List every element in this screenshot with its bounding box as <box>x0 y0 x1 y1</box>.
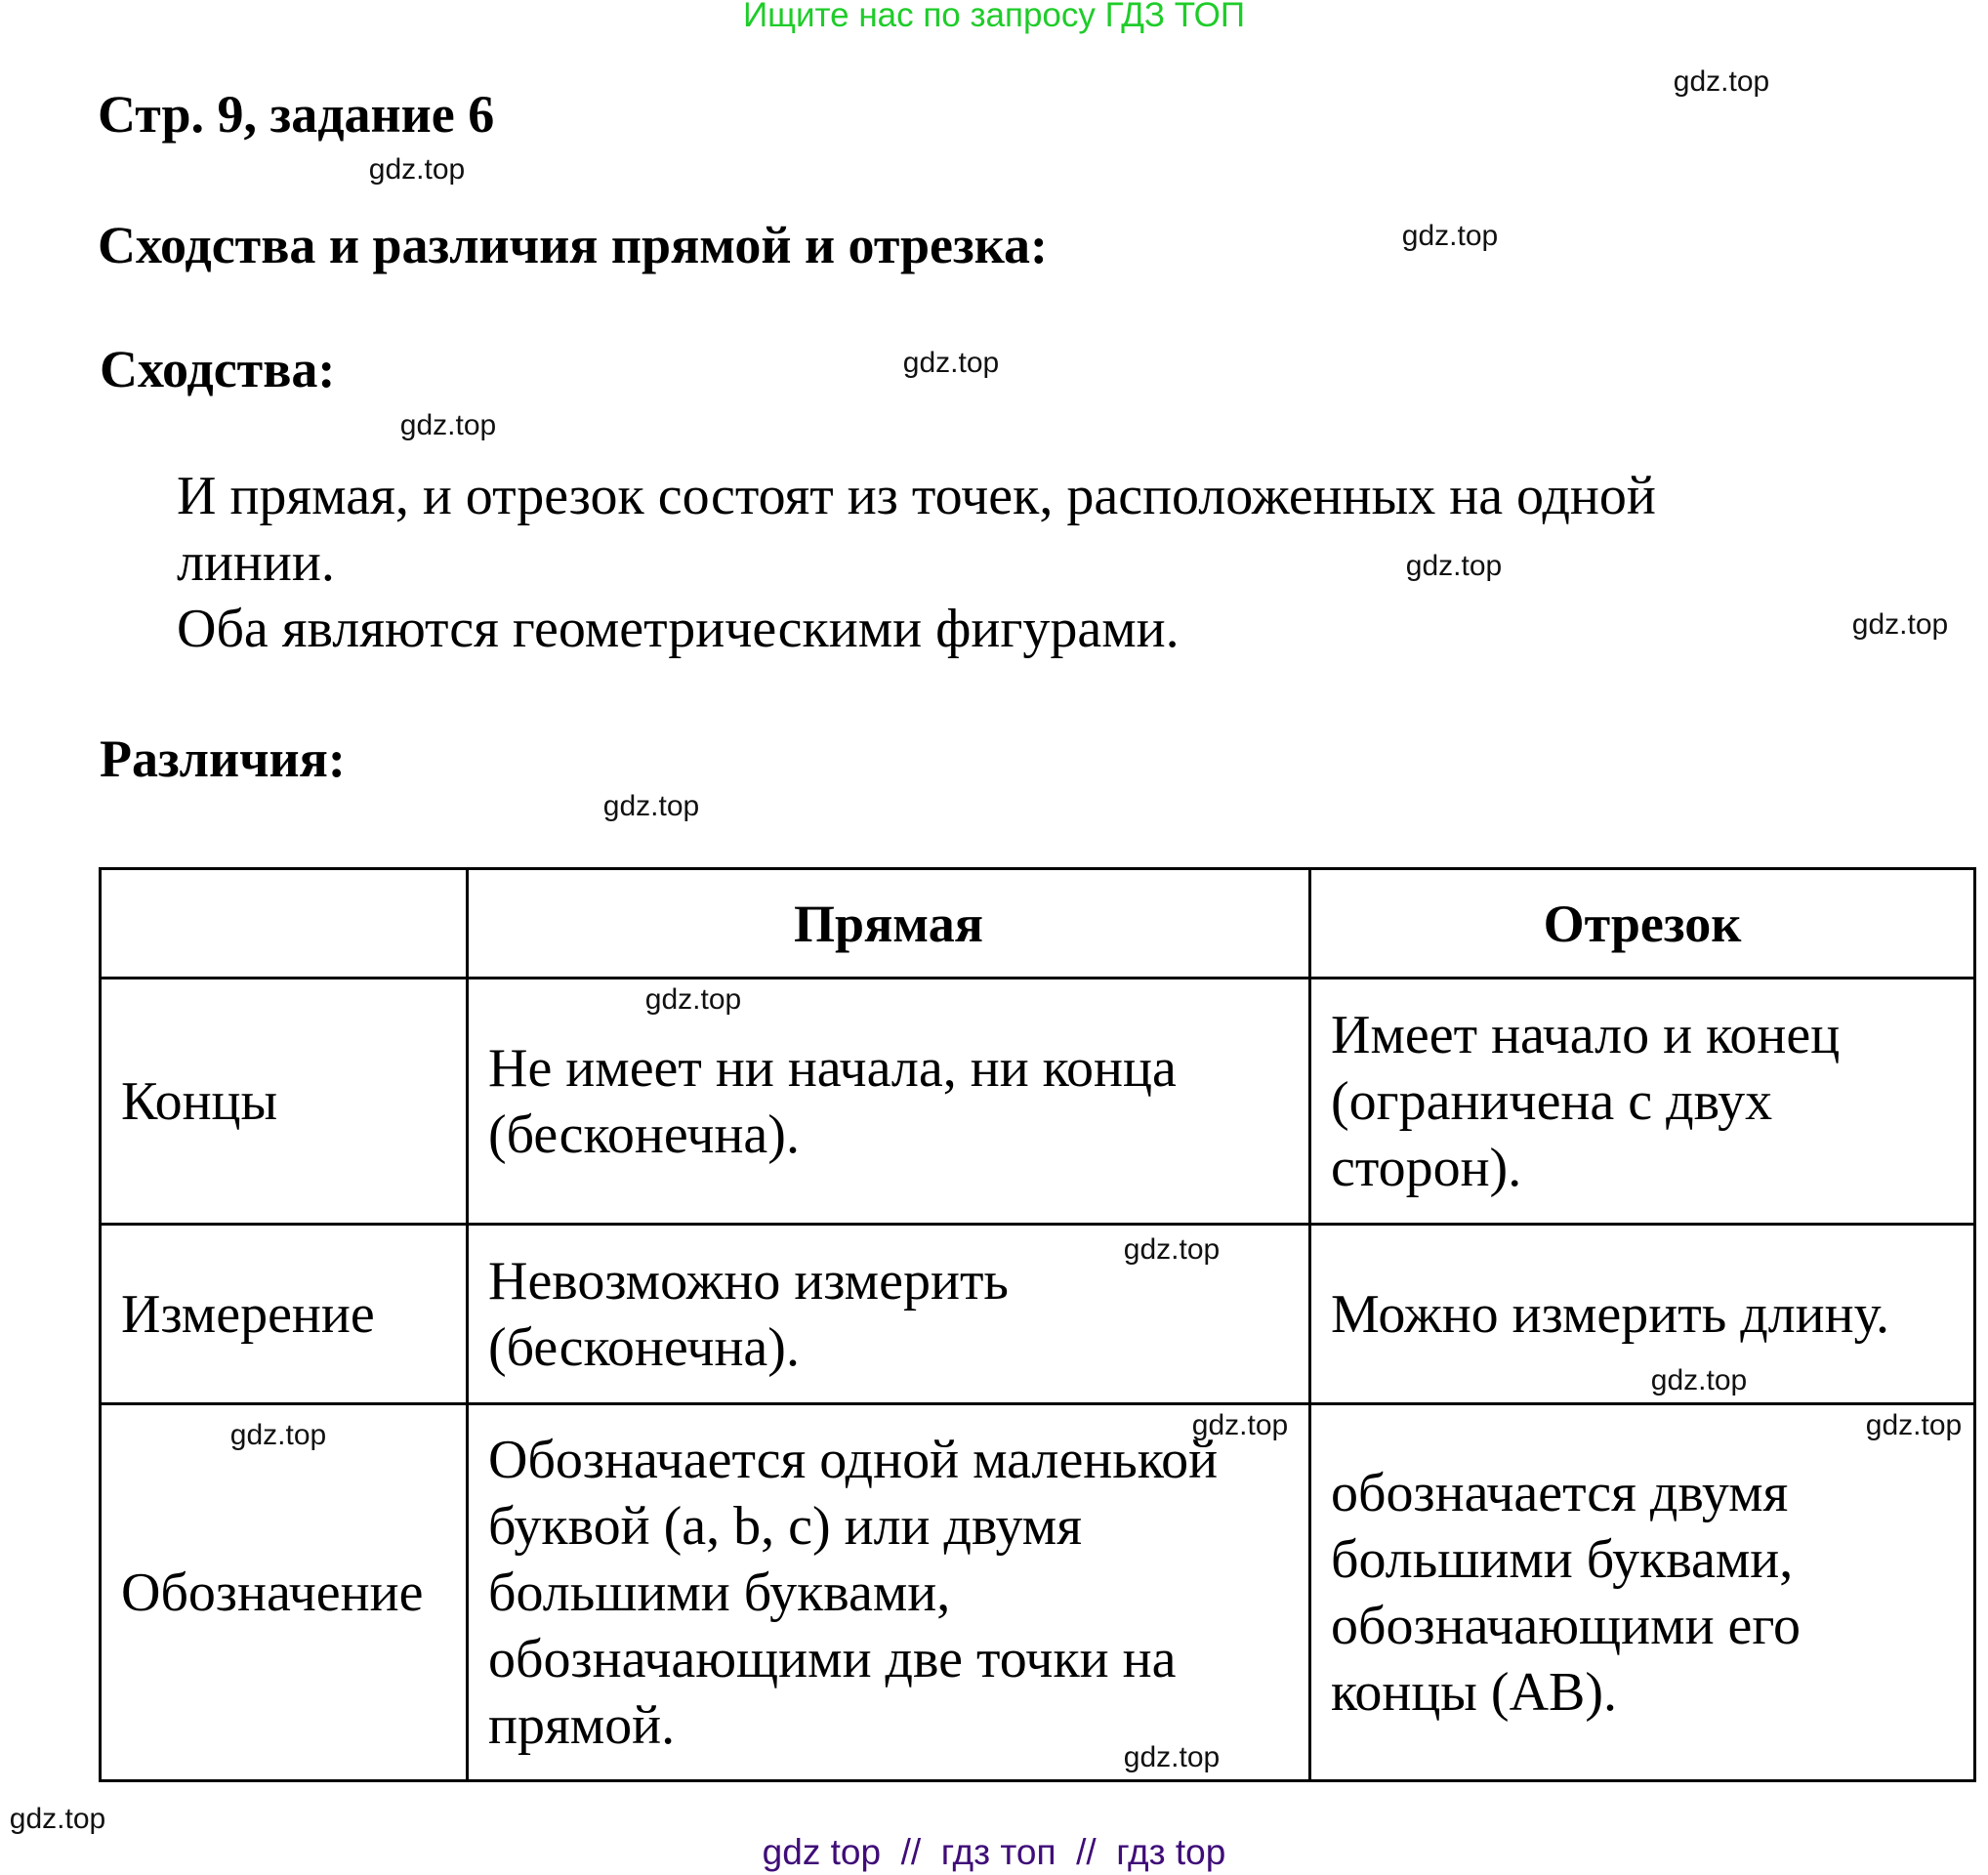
watermark: gdz.top <box>1401 220 1499 252</box>
watermark: gdz.top <box>1123 1233 1221 1266</box>
line-cell: Не имеет ни начала, ни конца (бесконечна). <box>468 979 1310 1225</box>
similarities-heading: Сходства: <box>100 340 336 398</box>
table-row <box>101 1404 1975 1781</box>
similarities-line-1: И прямая, и отрезок состоят из точек, расположенных на одной <box>177 466 1656 526</box>
similarities-line-3: Оба являются геометрическими фигурами. <box>177 599 1180 659</box>
watermark: gdz.top <box>1191 1409 1289 1441</box>
watermark: gdz.top <box>368 153 466 186</box>
watermark: gdz.top <box>1405 550 1503 582</box>
header-empty <box>101 869 468 979</box>
differences-heading: Различия: <box>100 729 346 788</box>
row-label: Концы <box>101 979 468 1225</box>
watermark: gdz.top <box>1865 1409 1963 1441</box>
line-cell: Обозначается одной маленькой буквой (a, b, c) или двумя большими буквами, обозначающими две точки на прямой. <box>468 1404 1310 1781</box>
table-header-row <box>101 869 1975 979</box>
subtitle: Сходства и различия прямой и отрезка: <box>98 216 1049 274</box>
watermark: gdz.top <box>1123 1741 1221 1773</box>
watermark: gdz.top <box>1650 1364 1748 1396</box>
segment-cell: обозначается двумя большими буквами, обозначающими его концы (AB). <box>1310 1404 1975 1781</box>
search-banner: Ищите нас по запросу ГДЗ ТОП <box>743 0 1245 34</box>
watermark: gdz.top <box>399 409 497 441</box>
row-label: Обозначение <box>101 1404 468 1781</box>
watermark: gdz.top <box>229 1419 327 1451</box>
watermark: gdz.top <box>644 983 742 1016</box>
line-cell: Невозможно измерить (бесконечна). <box>468 1225 1310 1404</box>
watermark: gdz.top <box>602 790 700 822</box>
watermark: gdz.top <box>1851 608 1949 641</box>
header-line: Прямая <box>468 869 1310 979</box>
table-row <box>101 979 1975 1225</box>
segment-cell: Имеет начало и конец (ограничена с двух сторон). <box>1310 979 1975 1225</box>
segment-cell: Можно измерить длину. <box>1310 1225 1975 1404</box>
watermark: gdz.top <box>9 1803 106 1835</box>
header-segment: Отрезок <box>1310 869 1975 979</box>
comparison-table <box>99 867 1976 1782</box>
watermark: gdz.top <box>902 347 1000 379</box>
footer-links: gdz top // гдз топ // гдз top <box>762 1832 1226 1872</box>
row-label: Измерение <box>101 1225 468 1404</box>
page-title: Стр. 9, задание 6 <box>98 85 495 144</box>
watermark: gdz.top <box>1673 65 1770 98</box>
similarities-line-2: линии. <box>177 532 335 593</box>
